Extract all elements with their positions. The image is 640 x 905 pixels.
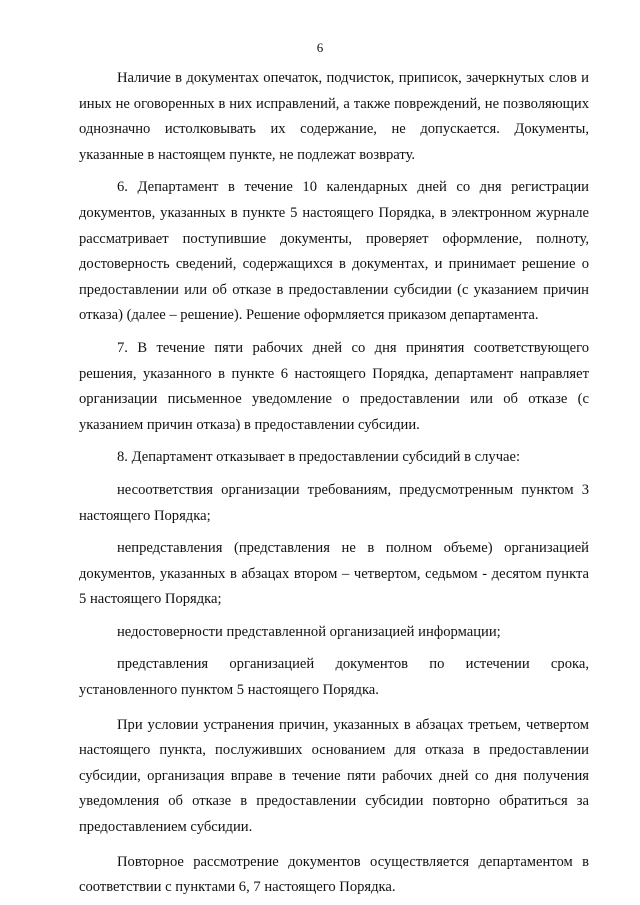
page-number: 6 — [316, 40, 324, 55]
document-body — [79, 66, 589, 901]
paragraph-item-7: 7. В течение пяти рабочих дней со дня принятия соответствующего решения, указанного в пункте 6 настоящего Порядка, департамент направляет организации письменное уведомление о предоставлении или об отказе (с указанием причин отказа) в предоставлении субсидии. — [79, 339, 589, 433]
paragraph-refusal-reason-4: представления организацией документов по истечении срока, установленного пунктом 5 настоящего Порядка. — [79, 656, 589, 699]
paragraph-item-8: 8. Департамент отказывает в предоставлении субсидий в случае: — [117, 449, 521, 466]
paragraph-item-6: 6. Департамент в течение 10 календарных дней со дня регистрации документов, указанных в пункте 5 настоящего Порядка, в электронном журнале рассматривает поступившие документы, проверяет оформление, полноту, достоверность сведений, содержащихся в документах, и принимает решение о предоставлении или об отказе в предоставлении субсидии (с указанием причин отказа) (далее – решение). Решение оформляется приказом департамента. — [79, 179, 589, 324]
paragraph-refusal-reason-2: непредставления (представления не в полном объеме) организацией документов, указанных в абзацах втором – четвертом, седьмом - десятом пункта 5 настоящего Порядка; — [79, 540, 589, 608]
paragraph-reapplication: При условии устранения причин, указанных в абзацах третьем, четвертом настоящего пункта, послуживших основанием для отказа в предоставлении субсидии, организация вправе в течение пяти рабочих дней со дня получения уведомления об отказе в предоставлении субсидии повторно обратиться за предоставлением субсидии. — [79, 716, 589, 836]
paragraph-refusal-reason-1: несоответствия организации требованиям, предусмотренным пунктом 3 настоящего Порядка; — [79, 481, 589, 524]
paragraph-repeat-review: Повторное рассмотрение документов осуществляется департаментом в соответствии с пунктами 6, 7 настоящего Порядка. — [79, 853, 589, 896]
paragraph-corrections-not-allowed: Наличие в документах опечаток, подчисток, приписок, зачеркнутых слов и иных не оговоренных в них исправлений, а также повреждений, не позволяющих однозначно истолковывать их содержание, не допускается. Документы, указанные в настоящем пункте, не подлежат возврату. — [79, 70, 589, 163]
paragraph-refusal-reason-3: недостоверности представленной организацией информации; — [117, 623, 501, 640]
